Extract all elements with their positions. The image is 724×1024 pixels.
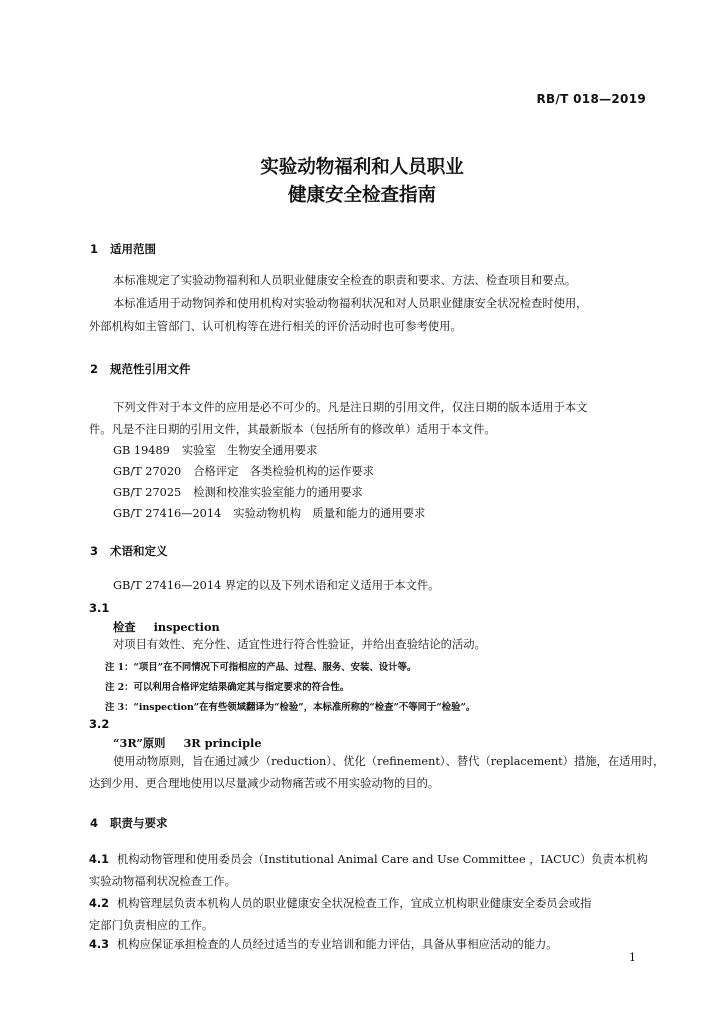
section-1-paragraph-2-line-1: 本标准适用于动物饲养和使用机构对实验动物福利状况和对人员职业健康安全状况检查时使用， [113,297,588,310]
term-english: inspection [153,620,220,634]
section-2-paragraph-line-1: 下列文件对于本文件的应用是必不可少的。凡是注日期的引用文件，仅注日期的版本适用于本文 [113,401,588,414]
section-2-paragraph-line-2: 件。凡是不注日期的引用文件，其最新版本（包括所有的修改单）适用于本文件。 [89,423,496,436]
reference-code: GB/T 27025 [113,486,182,499]
term-3-2 [113,735,262,751]
note-2: 注 2：可以利用合格评定结果确定其与指定要求的符合性。 [105,682,350,693]
document-title-line-1: 实验动物福利和人员职业 [260,157,464,178]
section-1-heading [90,241,156,257]
section-3-heading [90,543,168,559]
clause-text: 机构动物管理和使用委员会（Institutional Animal Care and Use Committee ，IACUC）负责本机构 [117,853,648,866]
note-3: 注 3：“inspection”在有些领域翻译为“检验”，本标准所称的“检查”不等同于“检验”。 [105,702,476,713]
section-number: 2 [90,362,99,376]
term-chinese: “3R”原则 [113,736,166,750]
section-3-intro: GB/T 27416—2014 界定的以及下列术语和定义适用于本文件。 [113,579,440,592]
section-4-heading [90,815,168,831]
clause-4-3 [89,934,558,956]
clause-number: 4.3 [89,938,110,951]
clause-4-1-continued: 实验动物福利状况检查工作。 [89,875,236,888]
clause-number: 4.1 [89,853,110,866]
term-chinese: 检查 [113,620,136,634]
normative-reference [113,482,363,504]
term-3-1 [113,619,220,635]
reference-code: GB/T 27416—2014 [113,507,222,520]
section-title: 规范性引用文件 [110,362,191,376]
clause-4-2-continued: 定部门负责相应的工作。 [89,919,214,932]
section-1-paragraph-1: 本标准规定了实验动物福利和人员职业健康安全检查的职责和要求、方法、检查项目和要点。 [113,274,577,287]
reference-title: 检测和校准实验室能力的通用要求 [193,486,363,499]
standard-number: RB/T 018—2019 [536,92,646,106]
section-1-paragraph-2-line-2: 外部机构如主管部门、认可机构等在进行相关的评价活动时也可参考使用。 [89,320,462,333]
document-title-line-2: 健康安全检查指南 [287,185,436,206]
reference-title: 合格评定 各类检验机构的运作要求 [193,465,374,478]
section-title: 职责与要求 [110,816,168,830]
clause-4-2 [89,893,591,915]
term-3-2-definition-line-1: 使用动物原则，旨在通过减少（reduction）、优化（refinement）、替代（replacement）措施，在适用时， [113,755,665,768]
section-title: 适用范围 [110,242,156,256]
clause-3-2-number: 3.2 [89,717,110,731]
clause-number: 4.2 [89,897,110,910]
section-2-heading [90,361,191,377]
term-3-1-definition: 对项目有效性、充分性、适宜性进行符合性验证，并给出查验结论的活动。 [113,638,486,651]
clause-4-1 [89,849,648,871]
page-number: 1 [629,951,636,964]
section-number: 1 [90,242,99,256]
term-3-2-definition-line-2: 达到少用、更合理地使用以尽量减少动物痛苦或不用实验动物的目的。 [89,777,440,790]
section-number: 3 [90,544,99,558]
reference-title: 实验室 生物安全通用要求 [181,444,318,457]
normative-reference [113,461,374,483]
clause-text: 机构管理层负责本机构人员的职业健康安全状况检查工作，宜成立机构职业健康安全委员会或指 [117,897,592,910]
reference-title: 实验动物机构 质量和能力的通用要求 [233,507,426,520]
note-1: 注 1：“项目”在不同情况下可指相应的产品、过程、服务、安装、设计等。 [105,662,417,673]
clause-3-1-number: 3.1 [89,601,110,615]
reference-code: GB/T 27020 [113,465,182,478]
reference-code: GB 19489 [113,444,170,457]
normative-reference [113,440,317,462]
clause-text: 机构应保证承担检查的人员经过适当的专业培训和能力评估，具备从事相应活动的能力。 [117,938,558,951]
normative-reference [113,503,425,525]
term-english: 3R principle [183,736,262,750]
section-title: 术语和定义 [110,544,168,558]
section-number: 4 [90,816,99,830]
